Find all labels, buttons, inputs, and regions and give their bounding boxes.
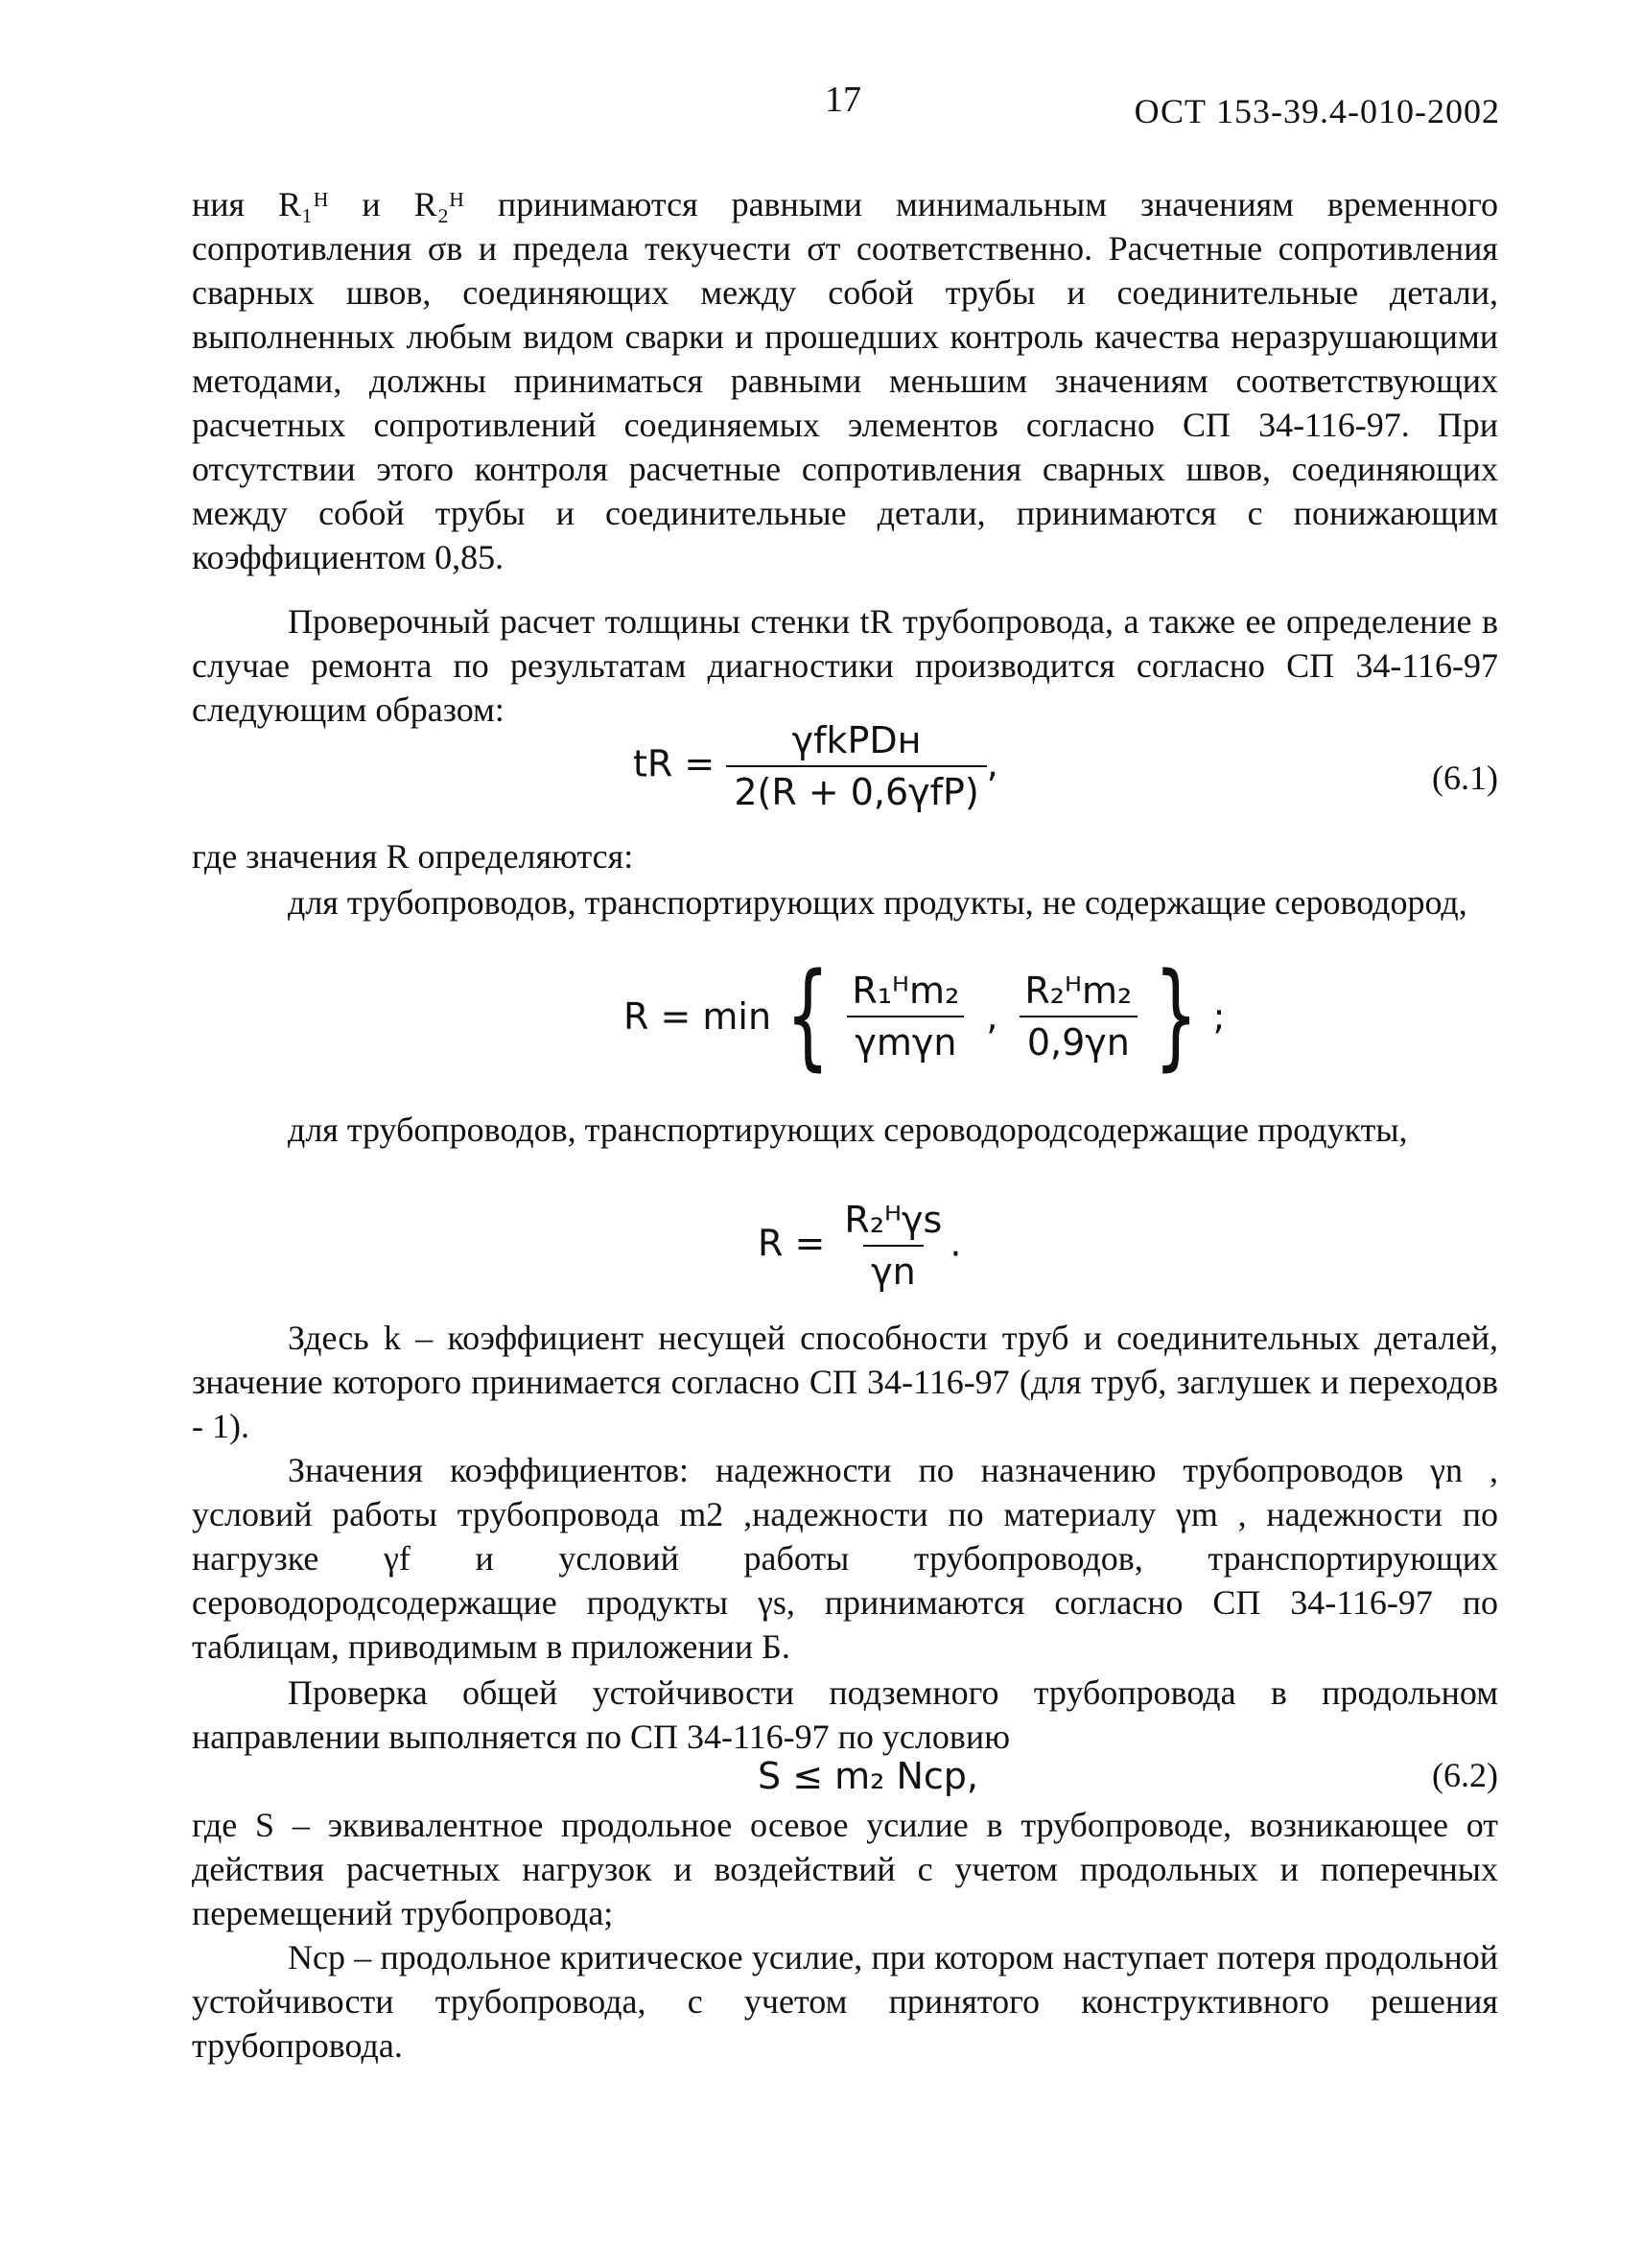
paragraph-1 [192, 182, 1498, 579]
eq2-fraction-a [844, 970, 967, 1064]
paragraph-text: Значения коэффициентов: надежности по назначению трубопроводов γn , условий работы трубопровода m2 ,надежности по материалу γm , надежности по нагрузке γf и условий работы трубопроводов, транспортирующих сероводородсодержащие продукты γs, принимаются согласно СП 34-116-97 по таблицам, приводимым в приложении Б. [192, 1451, 1498, 1666]
eq2-tail: ; [1212, 995, 1226, 1038]
paragraph-text: Проверка общей устойчивости подземного трубопровода в продольном направлении выполняется по СП 34-116-97 по условию [192, 1673, 1498, 1756]
eq3-tail: . [950, 1222, 962, 1265]
equation-6-2 [192, 1755, 1498, 1803]
eq3-numerator: R₂ᴴγs [844, 1199, 943, 1241]
paragraph-6 [192, 1316, 1498, 1448]
paragraph-text: где значения R определяются: [192, 837, 634, 876]
eq3-fraction [836, 1199, 950, 1293]
paragraph-5 [192, 1108, 1498, 1152]
paragraph-text: Nср – продольное критическое усилие, при котором наступает потеря продольной устойчивости трубопровода, с учетом принятого конструктивного решения трубопровода. [192, 1938, 1498, 2065]
eq2-b-numerator: R₂ᴴm₂ [1024, 970, 1133, 1012]
eq2-b-denominator: 0,9γn [1020, 1016, 1138, 1064]
equation-label-6-1: (6.1) [1432, 759, 1498, 797]
paragraph-7 [192, 1448, 1498, 1669]
eq1-tail: , [986, 742, 998, 785]
paragraph-9 [192, 1803, 1498, 1935]
eq2-lhs: R = min [623, 995, 772, 1038]
paragraph-3 [192, 834, 1498, 878]
eq1-denominator: 2(R + 0,6γfP) [726, 765, 986, 813]
equation-r-sulfur [192, 1199, 1498, 1304]
equation-6-1 [192, 719, 1498, 815]
paragraph-4 [192, 880, 1498, 924]
paragraph-text: для трубопроводов, транспортирующих продукты, не содержащие сероводород, [288, 883, 1467, 922]
equation-label-6-2: (6.2) [1432, 1756, 1498, 1794]
paragraph-8 [192, 1671, 1498, 1759]
eq2-a-numerator: R₁ᴴm₂ [852, 970, 960, 1012]
paragraph-text: Проверочный расчет толщины стенки tR трубопровода, а также ее определение в случае ремонта по результатам диагностики производится согласно СП 34-116-97 следующим образом: [192, 602, 1498, 729]
right-brace: } [1154, 949, 1199, 1083]
eq1-numerator: γfkPDн [791, 719, 922, 761]
eq3-denominator: γn [863, 1245, 924, 1293]
eq2-fraction-b [1017, 970, 1139, 1064]
eq4-expression: S ≤ m₂ Nср, [758, 1755, 978, 1797]
equation-r-min: R = min { $\frac{\text{R₁ᴴm₂}}{\text{γmγn}}$ , $\frac{\text{R₂ᴴm₂}}{0,9\gamma n}$ } ; [623, 949, 1226, 1083]
left-brace: { [786, 949, 831, 1083]
page-number: 17 [825, 80, 861, 120]
eq1-lhs: tR = [633, 742, 715, 785]
eq2-a-denominator: γmγn [847, 1016, 964, 1064]
paragraph-2 [192, 599, 1498, 732]
paragraph-text: для трубопроводов, транспортирующих сероводородсодержащие продукты, [288, 1111, 1408, 1149]
paragraph-10 [192, 1935, 1498, 2068]
paragraph-text: где S – эквивалентное продольное осевое усилие в трубопроводе, возникающее от действия расчетных нагрузок и воздействий с учетом продольных и поперечных перемещений трубопровода; [192, 1806, 1498, 1932]
paragraph-text: Здесь k – коэффициент несущей способности труб и соединительных деталей, значение которого принимается согласно СП 34-116-97 (для труб, заглушек и переходов - 1). [192, 1319, 1498, 1445]
paragraph-text: ния R₁ᴴ и R₂ᴴ принимаются равными минимальным значениям временного сопротивления σв и предела текучести σт соответственно. Расчетные сопротивления сварных швов, соединяющих между собой трубы и соединительные детали, выполненных любым видом сварки и прошедших контроль качества неразрушающими методами, должны приниматься равными меньшим значениям соответствующих расчетных сопротивлений соединяемых элементов согласно СП 34-116-97. При отсутствии этого контроля расчетные сопротивления сварных швов, соединяющих между собой трубы и соединительные детали, принимаются с понижающим коэффициентом 0,85. [192, 185, 1498, 576]
eq1-fraction [726, 719, 986, 813]
document-code: ОСТ 153-39.4-010-2002 [1134, 92, 1500, 130]
eq3-lhs: R = [758, 1222, 826, 1265]
